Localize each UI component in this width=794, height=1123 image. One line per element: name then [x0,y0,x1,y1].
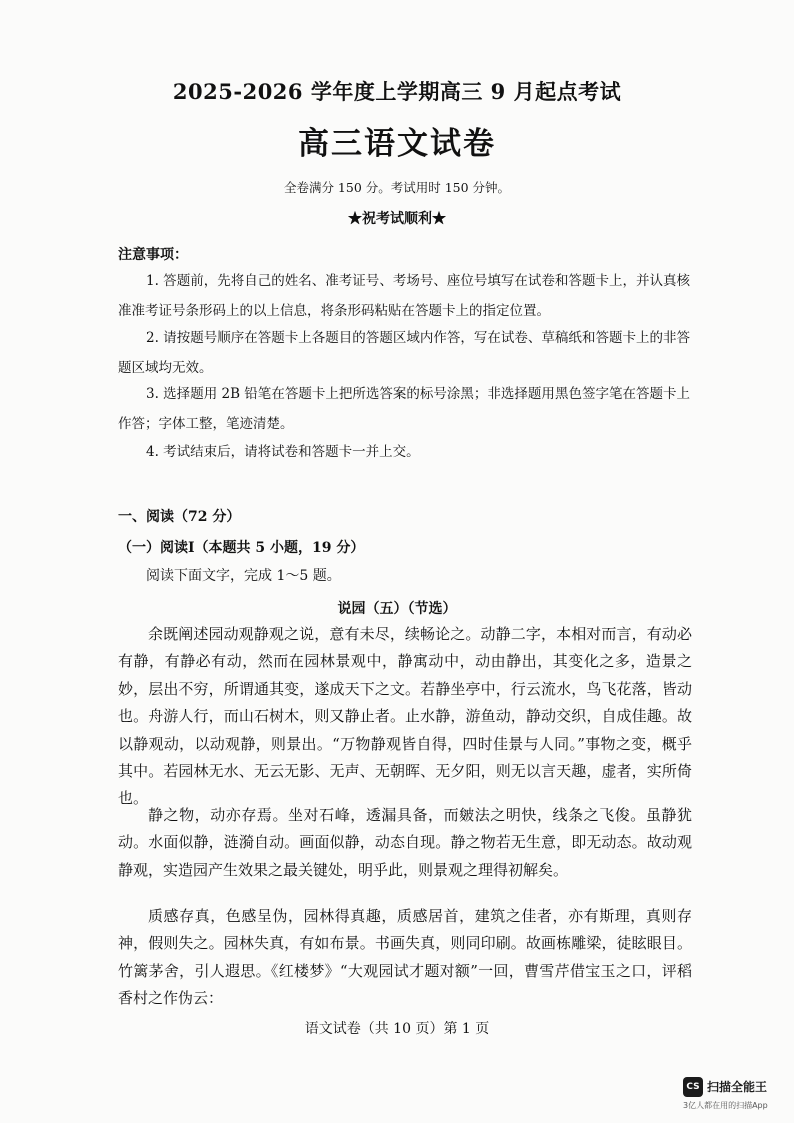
passage-paragraph-1: 余既阐述园动观静观之说，意有未尽，续畅论之。动静二字，本相对而言，有动必有静，有静必有动，然而在园林景观中，静寓动中，动由静出，其变化之多，造景之妙，层出不穷，所谓通其变，遂成天下之文。若静坐亭中，行云流水，鸟飞花落，皆动也。舟游人行，而山石树木，则又静止者。止水静，游鱼动，静动交织，自成佳趣。故以静观动，以动观静，则景出。“万物静观皆自得，四时佳景与人同。”事物之变，概乎其中。若园林无水、无云无影、无声、无朝晖、无夕阳，则无以言天趣，虚者，实所倚也。 [118,625,692,808]
section-instruction: 阅读下面文字，完成 1～5 题。 [146,568,341,584]
notice-item-1: 1. 答题前，先将自己的姓名、准考证号、考场号、座位号填写在试卷和答题卡上，并认真核准准考证号条形码上的以上信息，将条形码粘贴在答题卡上的指定位置。 [118,273,690,319]
score-info: 全卷满分 150 分。考试用时 150 分钟。 [283,180,511,195]
notice-item-4: 4. 考试结束后，请将试卷和答题卡一并上交。 [146,444,420,460]
notice-item-2: 2. 请按题号顺序在答题卡上各题目的答题区域内作答，写在试卷、草稿纸和答题卡上的非答题区域均无效。 [118,330,690,376]
notice-item-3: 3. 选择题用 2B 铅笔在答题卡上把所选答案的标号涂黑；非选择题用黑色签字笔在答题卡上作答；字体工整，笔迹清楚。 [118,386,690,432]
section-title: 一、阅读（72 分） [118,509,241,525]
passage-title: 说园（五）（节选） [337,601,457,617]
blessing: ★祝考试顺利★ [348,211,446,227]
exam-title: 2025-2026 学年度上学期高三 9 月起点考试 [172,79,622,104]
scanner-watermark [683,1077,791,1117]
watermark-tagline: 3亿人都在用的扫描App [683,1101,768,1110]
subject-title: 高三语文试卷 [298,126,496,162]
page-footer: 语文试卷（共 10 页）第 1 页 [304,1021,490,1037]
section-subtitle: （一）阅读Ⅰ（本题共 5 小题，19 分） [118,540,365,556]
watermark-name: 扫描全能王 [707,1080,768,1094]
camscanner-logo-icon: CS [683,1077,703,1097]
notice-heading: 注意事项： [118,247,188,263]
passage-paragraph-2: 静之物，动亦存焉。坐对石峰，透漏具备，而皴法之明快，线条之飞俊。虽静犹动。水面似静，涟漪自动。画面似静，动态自现。静之物若无生意，即无动态。故动观静观，实造园产生效果之最关键处，明乎此，则景观之理得初解矣。 [118,806,692,879]
passage-paragraph-3: 质感存真，色感呈伪，园林得真趣，质感居首，建筑之佳者，亦有斯理，真则存神，假则失之。园林失真，有如布景。书画失真，则同印刷。故画栋雕梁，徒眩眼目。竹篱茅舍，引人遐思。《红楼梦》“大观园试才题对额”一回，曹雪芹借宝玉之口，评稻香村之作伪云： [118,907,692,1008]
